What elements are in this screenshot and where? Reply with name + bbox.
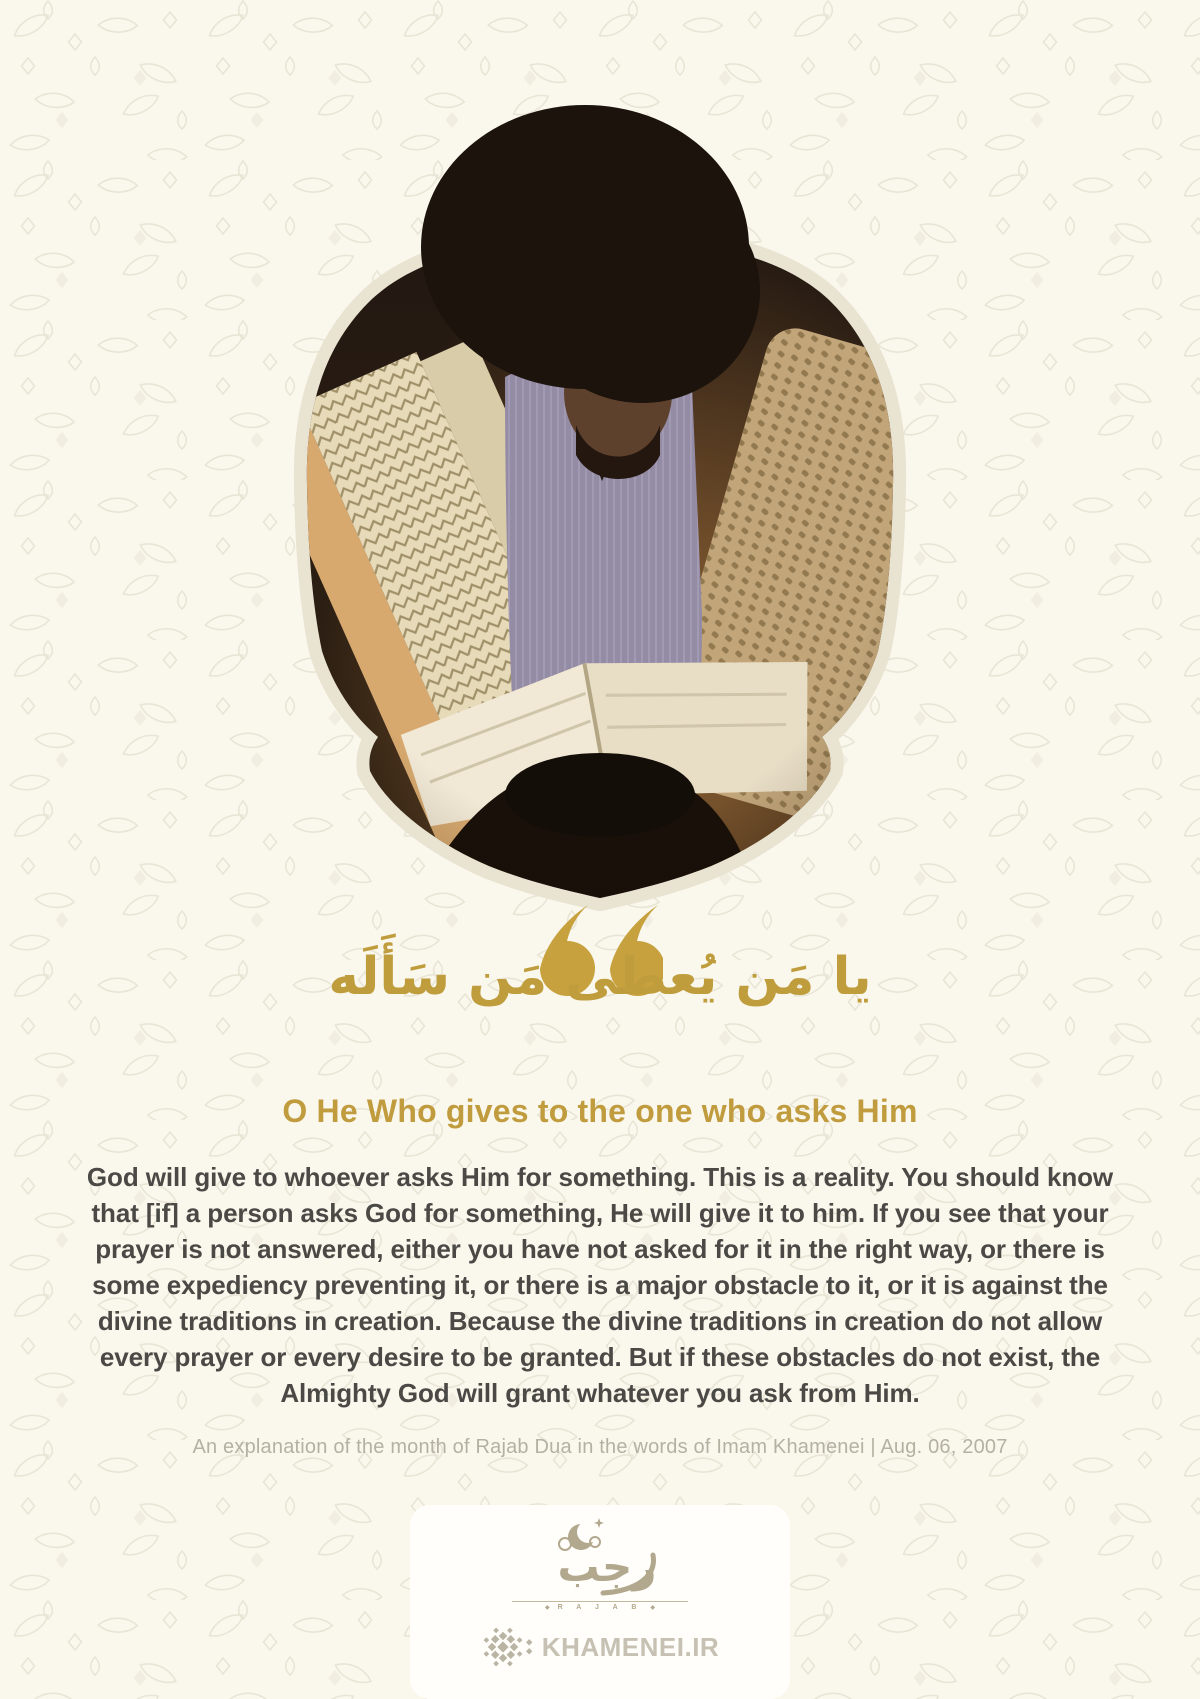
brand-name: KHAMENEI.IR [541, 1631, 720, 1662]
quote-body: God will give to whoever asks Him for something. This is a reality. You should know that [if] a person asks God for something, He will give it to him. If you see that your prayer is not answered, either you have not asked for it in the right way, or there is some expediency preventing it, or there is a major obstacle to it, or it is against the divine traditions in creation. Because the divine traditions in creation do not allow every prayer or every desire to be granted. But if these obstacles do not exist, the Almighty God will grant whatever you ask from Him. [86, 1162, 1114, 1408]
photo-frame [270, 95, 930, 915]
rajab-emblem [495, 1517, 705, 1605]
rajab-calligraphy: رجب [557, 1542, 657, 1591]
khamenei-logo-icon [481, 1622, 535, 1672]
arabic-calligraphy: يا مَن يُعطى مَن سَأَلَه [328, 947, 872, 1007]
footer-card [410, 1505, 790, 1699]
man-reading-book-photo [270, 95, 930, 915]
rajab-latin-label: R A J A B [557, 1604, 643, 1611]
diamond-icon: ◆ [544, 1604, 550, 1611]
brand-row [481, 1622, 719, 1672]
headline: O He Who gives to the one who asks Him [282, 1093, 918, 1129]
rajab-divider [512, 1601, 688, 1611]
source-caption: An explanation of the month of Rajab Dua in the words of Imam Khamenei | Aug. 06, 2007 [192, 1436, 1008, 1458]
diamond-icon: ◆ [650, 1604, 656, 1611]
